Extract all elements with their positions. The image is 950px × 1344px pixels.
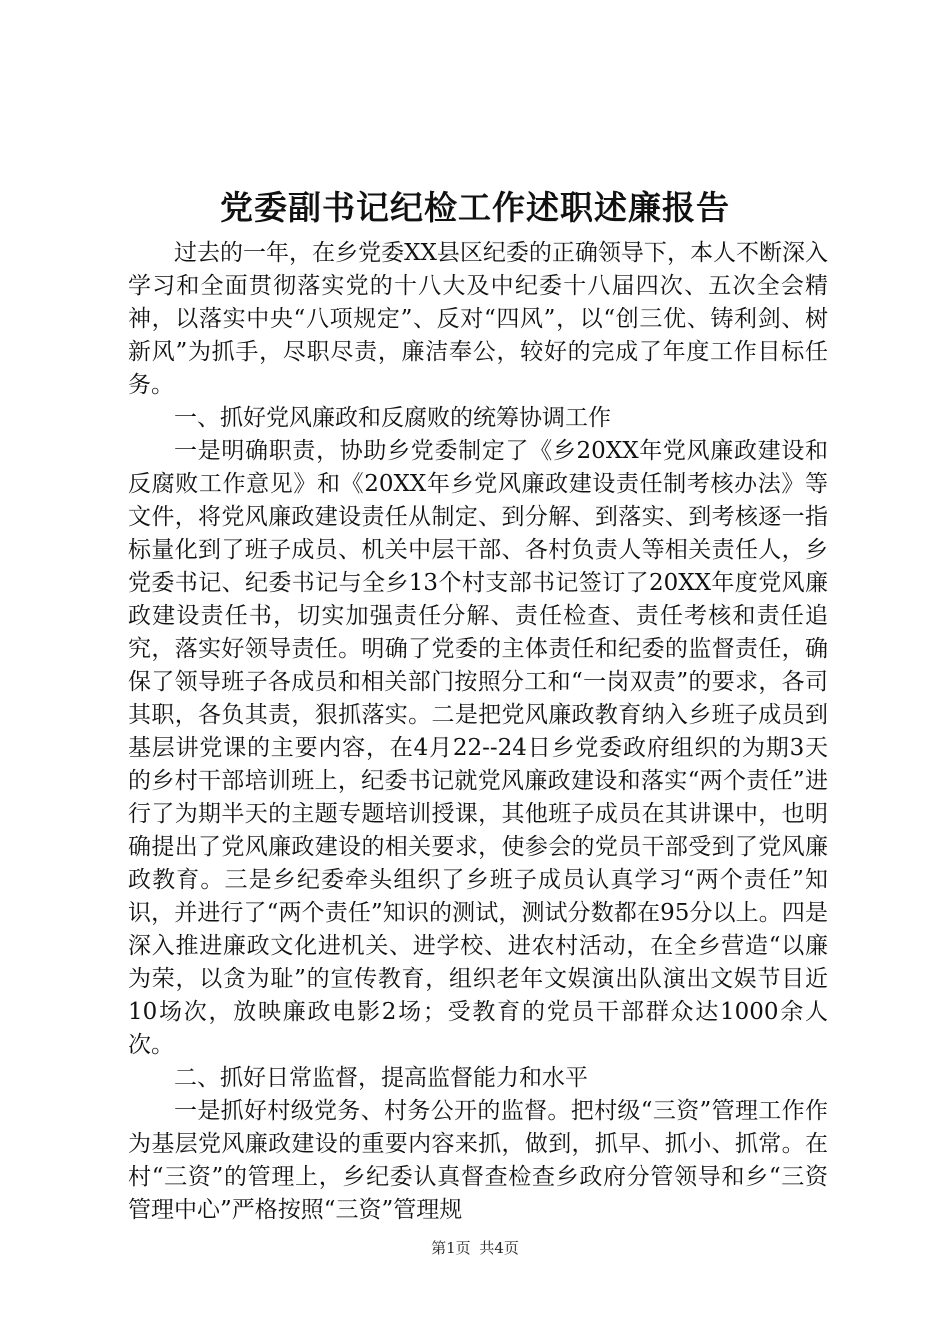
section-heading-2: 二、抓好日常监督，提高监督能力和水平	[174, 1065, 588, 1091]
document-body	[128, 237, 828, 1227]
document-title: 党委副书记纪检工作述职述廉报告	[220, 188, 730, 227]
paragraph-intro: 过去的一年，在乡党委XX县区纪委的正确领导下，本人不断深入学习和全面贯彻落实党的十八大及中纪委十八届四次、五次全会精神，以落实中央“八项规定”、反对“四风”，以“创三优、铸利剑、树新风”为抓手，尽职尽责，廉洁奉公，较好的完成了年度工作目标任务。	[128, 240, 828, 398]
page-footer	[0, 1236, 950, 1260]
paragraph-section-2: 一是抓好村级党务、村务公开的监督。把村级“三资”管理工作作为基层党风廉政建设的重要内容来抓，做到，抓早、抓小、抓常。在村“三资”的管理上，乡纪委认真督查检查乡政府分管领导和乡“三资管理中心”严格按照“三资”管理规	[128, 1098, 828, 1223]
section-heading-1: 一、抓好党风廉政和反腐败的统筹协调工作	[174, 405, 611, 431]
page-number: 第1页	[431, 1239, 471, 1257]
page-total: 共4页	[479, 1239, 519, 1257]
paragraph-section-1: 一是明确职责，协助乡党委制定了《乡20XX年党风廉政建设和反腐败工作意见》和《20XX年乡党风廉政建设责任制考核办法》等文件，将党风廉政建设责任从制定、到分解、到落实、到考核逐一指标量化到了班子成员、机关中层干部、各村负责人等相关责任人，乡党委书记、纪委书记与全乡13个村支部书记签订了20XX年度党风廉政建设责任书，切实加强责任分解、责任检查、责任考核和责任追究，落实好领导责任。明确了党委的主体责任和纪委的监督责任，确保了领导班子各成员和相关部门按照分工和“一岗双责”的要求，各司其职，各负其责，狠抓落实。二是把党风廉政教育纳入乡班子成员到基层讲党课的主要内容，在4月22--24日乡党委政府组织的为期3天的乡村干部培训班上，纪委书记就党风廉政建设和落实“两个责任”进行了为期半天的主题专题培训授课，其他班子成员在其讲课中，也明确提出了党风廉政建设的相关要求，使参会的党员干部受到了党风廉政教育。三是乡纪委牵头组织了乡班子成员认真学习“两个责任”知识，并进行了“两个责任”知识的测试，测试分数都在95分以上。四是深入推进廉政文化进机关、进学校、进农村活动，在全乡营造“以廉为荣，以贪为耻”的宣传教育，组织老年文娱演出队演出文娱节目近10场次，放映廉政电影2场；受教育的党员干部群众达1000余人次。	[128, 438, 828, 1058]
